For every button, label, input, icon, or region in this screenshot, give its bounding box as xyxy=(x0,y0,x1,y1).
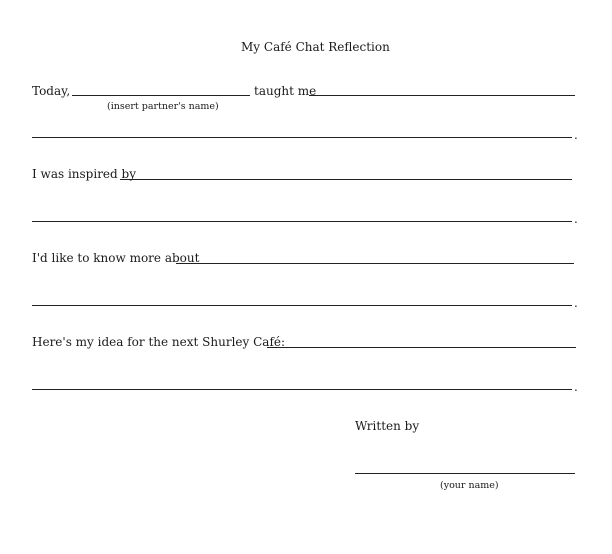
taught-me-line[interactable] xyxy=(309,95,575,96)
inspired-by-line[interactable] xyxy=(120,179,572,180)
inspired-by-label: I was inspired by xyxy=(32,167,136,181)
partner-name-line[interactable] xyxy=(72,95,250,96)
page-title: My Café Chat Reflection xyxy=(241,40,390,54)
next-cafe-idea-label: Here's my idea for the next Shurley Café: xyxy=(32,335,286,349)
next-cafe-idea-line-2[interactable] xyxy=(32,389,572,390)
know-more-line-2[interactable] xyxy=(32,305,572,306)
period: . xyxy=(574,212,578,226)
your-name-hint: (your name) xyxy=(440,480,499,491)
inspired-by-line-2[interactable] xyxy=(32,221,572,222)
next-cafe-idea-line[interactable] xyxy=(267,347,576,348)
period: . xyxy=(574,380,578,394)
today-label: Today, xyxy=(32,84,71,98)
your-name-line[interactable] xyxy=(355,473,575,474)
taught-me-line-2[interactable] xyxy=(32,137,572,138)
know-more-label: I'd like to know more about xyxy=(32,251,200,265)
period: . xyxy=(574,296,578,310)
partner-name-hint: (insert partner's name) xyxy=(107,101,219,112)
know-more-line[interactable] xyxy=(176,263,574,264)
taught-me-label: taught me xyxy=(254,84,317,98)
period: . xyxy=(574,128,578,142)
written-by-label: Written by xyxy=(355,419,420,433)
